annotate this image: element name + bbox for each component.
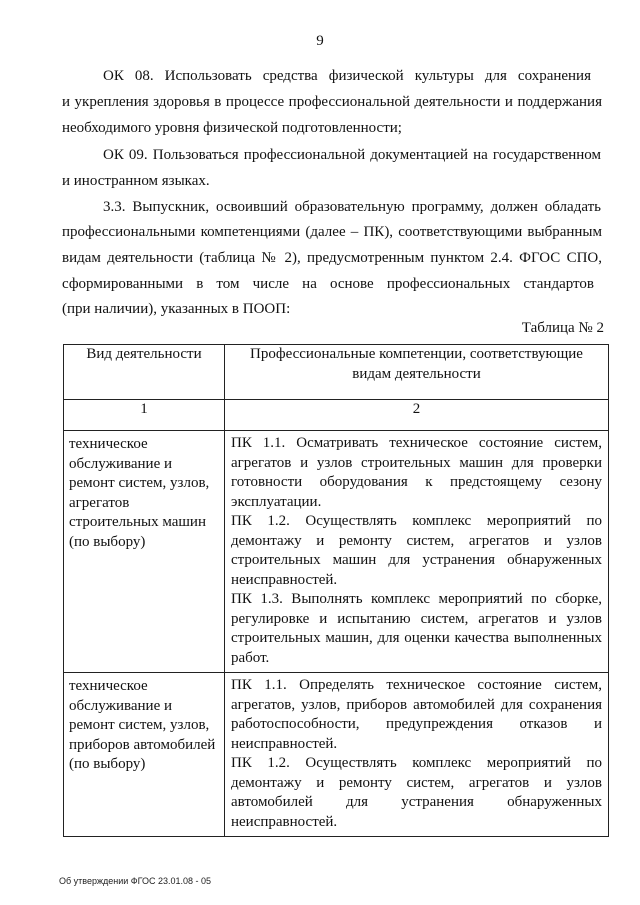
ok09-line-2: и иностранном языках. [62,173,210,189]
competences-table [63,344,609,837]
p33-line-4: сформированными в том числе на основе профессиональных стандартов [62,276,594,292]
column-number-2: 2 [225,400,609,431]
competence-item: ПК 1.1. Осматривать техническое состояние систем, агрегатов и узлов строительных машин для проверки готовности оборудования к предстоящему сезону эксплуатации. [231,435,602,510]
p33-line-1: 3.3. Выпускник, освоивший образовательную программу, должен обладать [103,199,601,215]
p33-line-5: (при наличии), указанных в ПООП: [62,301,291,317]
competence-item: ПК 1.2. Осуществлять комплекс мероприятий по демонтажу и ремонту систем, агрегатов и узлов строительных машин для устранения обнаруженных неисправностей. [231,513,602,588]
activity-line: (по выбору) [69,533,146,550]
activity-line: агрегатов [69,494,130,511]
ok08-line-2: и укрепления здоровья в процессе профессиональной деятельности и поддержания [62,94,602,110]
page-number: 9 [316,33,324,49]
ok09-line-1: ОК 09. Пользоваться профессиональной документацией на государственном [103,147,601,163]
table-row [64,431,609,673]
activity-line: обслуживание и [69,455,173,472]
activity-line: техническое [69,436,148,452]
header-activity: Вид деятельности [64,345,225,400]
activity-cell [64,431,225,673]
table-header-row [64,345,609,400]
ok08-line-3: необходимого уровня физической подготовленности; [62,120,402,136]
p33-line-2: профессиональными компетенциями (далее – ПК), соответствующими выбранным [62,224,602,240]
activity-cell [64,673,225,837]
activity-line: (по выбору) [69,756,146,772]
competence-item: ПК 1.1. Определять техническое состояние систем, агрегатов, узлов, приборов автомобилей для сохранения работоспособности, предупреждения отказов и неисправностей. [231,677,602,752]
table-row [64,673,609,837]
header-competences: Профессиональные компетенции, соответствующие видам деятельности [225,345,609,400]
activity-line: обслуживание и [69,697,173,714]
activity-line: ремонт систем, узлов, [69,717,210,733]
document-footer: Об утверждении ФГОС 23.01.08 - 05 [59,876,212,886]
competence-item: ПК 1.3. Выполнять комплекс мероприятий по сборке, регулировке и испытанию систем, агрегатов и узлов строительных машин, для оценки качества выполненных работ. [231,591,602,666]
p33-line-3: видам деятельности (таблица № 2), предусмотренным пунктом 2.4. ФГОС СПО, [62,250,602,266]
table-caption: Таблица № 2 [521,320,604,336]
column-number-1: 1 [64,400,225,431]
competence-item: ПК 1.2. Осуществлять комплекс мероприятий по демонтажу и ремонту систем, агрегатов и узлов автомобилей для устранения обнаруженных неисправностей. [231,755,602,830]
competences-cell [225,431,609,673]
activity-line: техническое [69,678,148,694]
activity-line: ремонт систем, узлов, [69,475,210,491]
activity-line: приборов автомобилей [69,736,216,753]
table-numbering-row [64,400,609,431]
competences-cell [225,673,609,837]
activity-line: строительных машин [69,514,206,530]
ok08-line-1: ОК 08. Использовать средства физической культуры для сохранения [103,68,591,84]
